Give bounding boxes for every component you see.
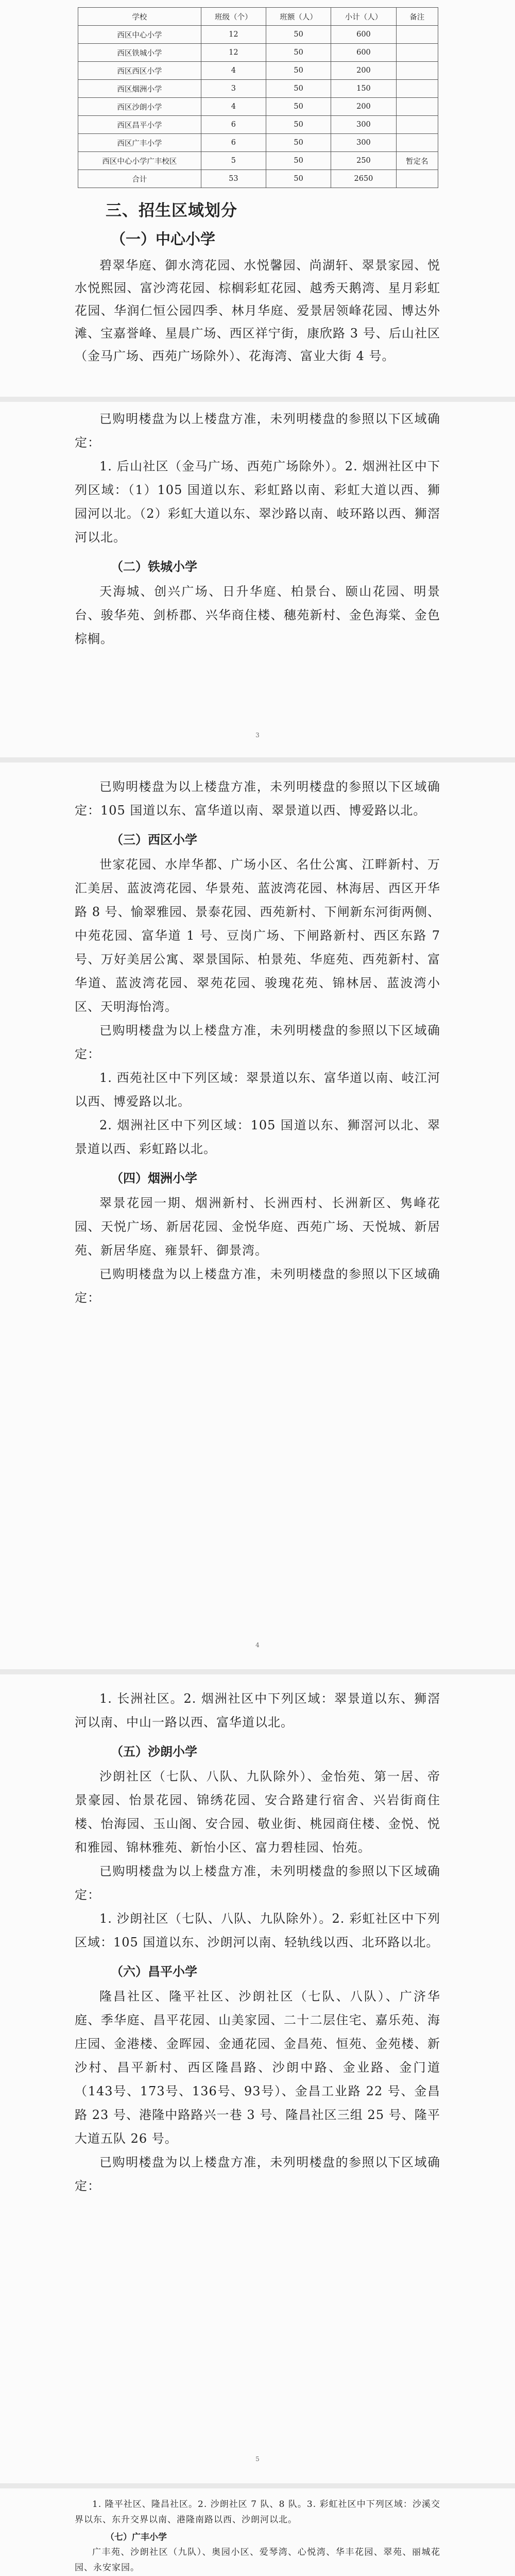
table-row [78,134,438,152]
table-row [78,26,438,44]
cell: 西区铁城小学 [78,44,201,62]
table-row [78,116,438,134]
cell [396,98,438,116]
page-number: 4 [255,1641,260,1649]
cell: 53 [201,170,266,188]
cell [396,26,438,44]
cell: 6 [201,116,266,134]
cell: 西区广丰小学 [78,134,201,152]
page-1 [0,0,515,397]
th-school: 学校 [78,8,201,26]
paragraph: 已购明楼盘为以上楼盘方准，未列明楼盘的参照以下区域确定： [75,412,440,450]
cell: 250 [331,152,396,170]
paragraph: 碧翠华庭、御水湾花园、水悦馨园、尚湖轩、翠景家园、悦水悦熙园、富沙湾花园、棕榈彩虹花园、越秀天鹅湾、星月彩虹花园、华润仁恒公园四季、林月华庭、爱景居领峰花园、博达外滩、宝嘉誉峰、星晨广场、西区祥宁街，康欣路 3 号、后山社区（金马广场、西苑广场除外）、花海湾、富业大街 4 号。 [75,258,440,363]
cell: 暂定名 [396,152,438,170]
cell: 合计 [78,170,201,188]
paragraph: 隆昌社区、隆平社区、沙朗社区（七队、八队）、广济华庭、季华庭、昌平花园、山美家园、二十二层住宅、嘉乐苑、海庄园、金港楼、金晖园、金通花园、金昌苑、恒苑、金苑楼、新沙村、昌平新村、西区隆昌路、沙朗中路、金业路、金门道（143号、173号、136号、93号）、金昌工业路 22 号、金昌路 23 号、港隆中路路兴一巷 3 号、隆昌社区三组 25 号、隆平大道五队 26 号。 [75,1989,440,2146]
cell: 4 [201,62,266,80]
th-remark: 备注 [396,8,438,26]
cell: 200 [331,98,396,116]
cell: 5 [201,152,266,170]
cell: 50 [266,80,331,98]
paragraph: 1. 沙朗社区（七队、八队、九队除外）。2. 彩虹社区中下列区域：105 国道以东、沙朗河以南、轻轨线以西、北环路以北。 [75,1911,440,1950]
cell: 50 [266,98,331,116]
cell: 300 [331,134,396,152]
cell: 西区烟洲小学 [78,80,201,98]
th-subtotal: 小计（人） [331,8,396,26]
subsection-title: （四）烟洲小学 [111,1171,197,1185]
table-header-row [78,8,438,26]
cell [396,62,438,80]
cell [396,116,438,134]
cell: 600 [331,44,396,62]
table-row [78,98,438,116]
paragraph: 已购明楼盘为以上楼盘方准，未列明楼盘的参照以下区域确定： [75,1023,440,1061]
paragraph: 天海城、创兴广场、日升华庭、柏景台、颐山花园、明景台、骏华苑、剑桥郡、兴华商住楼、穗苑新村、金色海棠、金色棕榈。 [75,584,440,646]
subsection-title: （五）沙朗小学 [111,1744,197,1759]
cell: 50 [266,152,331,170]
section-heading: 三、招生区域划分 [106,201,237,220]
cell: 150 [331,80,396,98]
cell [396,170,438,188]
page-4 [0,1674,515,2483]
paragraph: 1. 隆平社区、隆昌社区。2. 沙朗社区 7 队、8 队。3. 彩虹社区中下列区域：沙溪交界以东、东升交界以南、港隆南路以西、沙朗河以北。 [75,2499,440,2525]
cell: 12 [201,26,266,44]
cell: 3 [201,80,266,98]
page-5 [0,2488,515,2576]
cell: 4 [201,98,266,116]
cell: 12 [201,44,266,62]
cell: 50 [266,62,331,80]
cell: 300 [331,116,396,134]
th-classes: 班级（个） [201,8,266,26]
subsection-title: （二）铁城小学 [111,559,197,574]
page-2 [0,402,515,757]
subsection-title: （六）昌平小学 [111,1964,197,1979]
paragraph: 广丰苑、沙朗社区（九队）、奥园小区、爱琴湾、心悦湾、华丰花园、翠苑、丽城花园、永安家园。 [75,2547,440,2573]
cell: 西区昌平小学 [78,116,201,134]
cell: 50 [266,26,331,44]
subsection-title: （三）西区小学 [111,832,197,847]
cell: 50 [266,170,331,188]
paragraph: 沙朗社区（七队、八队、九队除外）、金怡苑、第一居、帝景豪园、怡景花园、锦绣花园、安合路建行宿舍、兴岩街商住楼、怡海园、玉山阁、安合园、敬业街、桃园商住楼、金悦、悦和雅园、锦林雅苑、新怡小区、富力碧桂园、怡苑。 [75,1769,440,1855]
paragraph: 已购明楼盘为以上楼盘方准，未列明楼盘的参照以下区域确定： [75,1267,440,1305]
paragraph: 2. 烟洲社区中下列区域：105 国道以东、狮滘河以北、翠景道以西、彩虹路以北。 [75,1118,440,1156]
cell: 西区中心小学广丰校区 [78,152,201,170]
cell: 6 [201,134,266,152]
cell: 西区西区小学 [78,62,201,80]
paragraph: 1. 西苑社区中下列区域：翠景道以东、富华道以南、岐江河以西、博爱路以北。 [75,1071,440,1109]
cell: 600 [331,26,396,44]
cell [396,80,438,98]
page-number: 3 [255,732,260,739]
cell: 50 [266,116,331,134]
subsection-title: （七）广丰小学 [106,2532,167,2543]
table-total-row [78,170,438,188]
table-row [78,80,438,98]
paragraph: 翠景花园一期、烟洲新村、长洲西村、长洲新区、隽峰花园、天悦广场、新居花园、金悦华庭、西苑广场、天悦城、新居苑、新居华庭、雍景轩、御景湾。 [75,1196,440,1258]
cell: 西区中心小学 [78,26,201,44]
cell: 50 [266,44,331,62]
paragraph: 已购明楼盘为以上楼盘方准，未列明楼盘的参照以下区域确定： [75,1864,440,1902]
page-number: 5 [255,2455,260,2463]
paragraph: 已购明楼盘为以上楼盘方准，未列明楼盘的参照以下区域确定：105 国道以东、富华道以南、翠景道以西、博爱路以北。 [75,779,440,818]
table-row [78,62,438,80]
th-class-size: 班额（人） [266,8,331,26]
paragraph: 1. 长洲社区。2. 烟洲社区中下列区域：翠景道以东、狮滘河以南、中山一路以西、富华道以北。 [75,1691,440,1730]
table-row [78,152,438,170]
cell: 西区沙朗小学 [78,98,201,116]
page-3 [0,762,515,1669]
cell: 2650 [331,170,396,188]
cell: 200 [331,62,396,80]
cell [396,44,438,62]
quota-table [78,7,438,188]
cell: 50 [266,134,331,152]
subsection-title: （一）中心小学 [111,230,216,248]
paragraph: 1. 后山社区（金马广场、西苑广场除外）。2. 烟洲社区中下列区域：（1）105 国道以东、彩虹路以南、彩虹大道以西、狮园河以北。（2）彩虹大道以东、翠沙路以南、岐环路以西、狮滘河以北。 [75,459,440,545]
paragraph: 已购明楼盘为以上楼盘方准，未列明楼盘的参照以下区域确定： [75,2155,440,2193]
paragraph: 世家花园、水岸华都、广场小区、名仕公寓、江畔新村、万汇美居、蓝波湾花园、华景苑、蓝波湾花园、林海居、西区开华路 8 号、愉翠雅园、景泰花园、西苑新村、下闸新东河街两侧、中苑花园、富华道 1 号、豆岗广场、下闸路新村、西区东路 7 号、万好美居公寓、翠景国际、柏景苑、华庭苑、西苑新村、富华道、蓝波湾花园、翠苑花园、骏瑰花苑、锦林居、蓝波湾小区、天明海怡湾。 [75,857,440,1014]
cell [396,134,438,152]
table-row [78,44,438,62]
